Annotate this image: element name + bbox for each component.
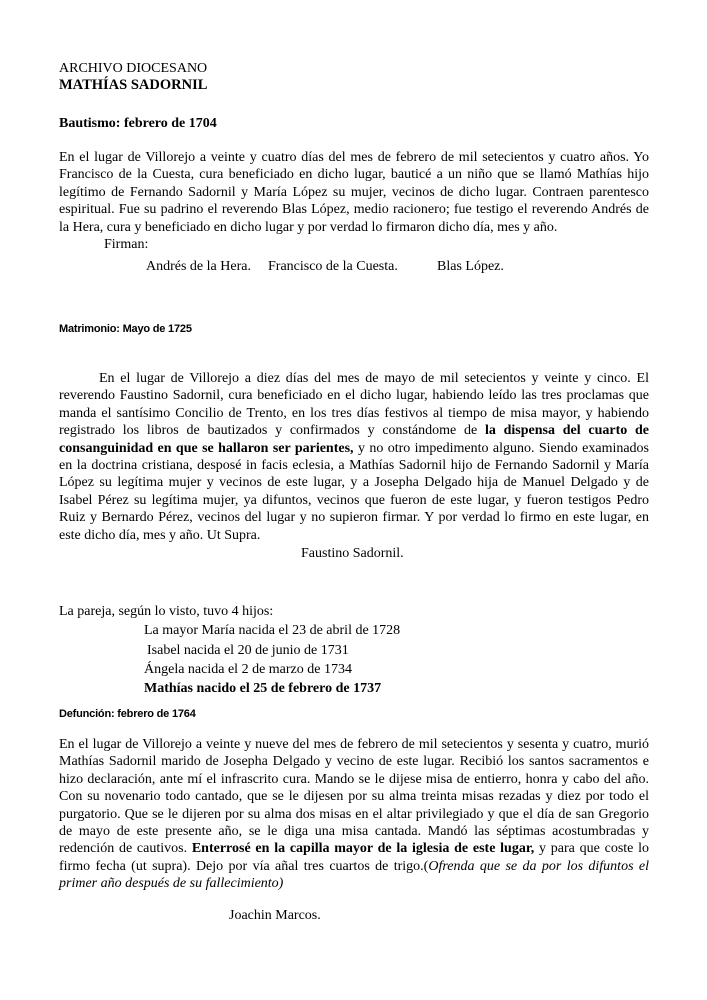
baptism-text [59,149,649,236]
death-body-2: y para que coste lo firmo fecha (ut supra). Dejo por vía añal tres cuartos de trigo.( [59,841,650,874]
death-body-1: En el lugar de Villorejo a veinte y nueve del mes de febrero de mil setecientos y sesenta y cuatro, murió Mathías Sadornil marido de Josepha Delgado y vecino de este lugar. Recibió los santos sacramentos e hizo declaración, ante mí el infrascrito cura. Mando se le dijese misa de entierro, honra y cabo del año. Con su novenario todo cantado, que se le dijesen por su alma treinta misas rezadas y diez por todo el purgatorio. Que se le dijeren por su alma dos misas en el altar privilegiado y que el día de san Gregorio de mayo de este presente año, se le diga una misa cantada. Mandó las séptimas acostumbradas y redención de cautivos. [59,737,649,857]
death-burial: Enterrosé en la capilla mayor de la iglesia de este lugar, [191,841,535,857]
child-isabel: Isabel nacida el 20 de junio de 1731 [147,643,349,658]
marriage-text [59,370,649,544]
marriage-body-2: y no otro impedimento alguno. Siendo examinados en la doctrina cristiana, desposé in facis eclesia, a Mathías Sadornil hijo de Fernando Sadornil y María López su legítima mujer y vecinos de este lugar, y a Josepha Delgado hija de Manuel Delgado y de Isabel Pérez su legítima mujer, ya difuntos, vecinos que fueron de este lugar, y fueron testigos Pedro Ruiz y Bernardo Pérez, vecinos del lugar y no supieron firmar. Y por verdad lo firmo en este lugar, en este dicho día, mes y año. Ut Supra. [59,440,650,543]
death-heading: Defunción: febrero de 1764 [59,708,196,720]
baptism-firman: Firman: [104,237,149,252]
archive-title: ARCHIVO DIOCESANO [59,61,208,76]
children-intro: La pareja, según lo visto, tuvo 4 hijos: [59,604,274,619]
child-angela: Ángela nacida el 2 de marzo de 1734 [144,662,352,677]
marriage-dispensa: la dispensa del cuarto de consanguinidad en que se hallaron ser parientes, [59,423,650,456]
death-note: Ofrenda que se da por los difuntos el primer año después de su fallecimiento) [59,858,650,892]
death-signature: Joachin Marcos. [229,908,321,923]
child-maria: La mayor María nacida el 23 de abril de 1728 [144,623,401,638]
signature-andres: Andrés de la Hera. [146,259,251,274]
death-text [59,736,649,893]
marriage-signature: Faustino Sadornil. [301,546,404,561]
baptism-heading: Bautismo: febrero de 1704 [59,116,217,131]
child-mathias: Mathías nacido el 25 de febrero de 1737 [144,681,382,696]
person-name: MATHÍAS SADORNIL [59,77,208,93]
marriage-heading: Matrimonio: Mayo de 1725 [59,323,192,335]
signature-francisco: Francisco de la Cuesta. [268,259,398,274]
marriage-body-1: En el lugar de Villorejo a diez días del mes de mayo de mil setecientos y veinte y cinco. El reverendo Faustino Sadornil, cura beneficiado en el dicho lugar, habiendo leído las tres proclamas que manda el santísimo Concilio de Trento, en los tres días festivos al tiempo de misa mayor, y habiendo registrado los libros de bautizados y confirmados y constándome de [59,371,649,439]
signature-blas: Blas López. [437,259,504,274]
baptism-body: En el lugar de Villorejo a veinte y cuatro días del mes de febrero de mil setecientos y cuatro años. Yo Francisco de la Cuesta, cura beneficiado en dicho lugar, bauticé a un niño que se llamó Mathías hijo legítimo de Fernando Sadornil y María López su mujer, vecinos de dicho lugar. Contraen parentesco espiritual. Fue su padrino el reverendo Blas López, medio racionero; fue testigo el reverendo Andrés de la Hera, cura y beneficiado en dicho lugar y por verdad lo firmaron dicho día, mes y año. [59,150,649,235]
